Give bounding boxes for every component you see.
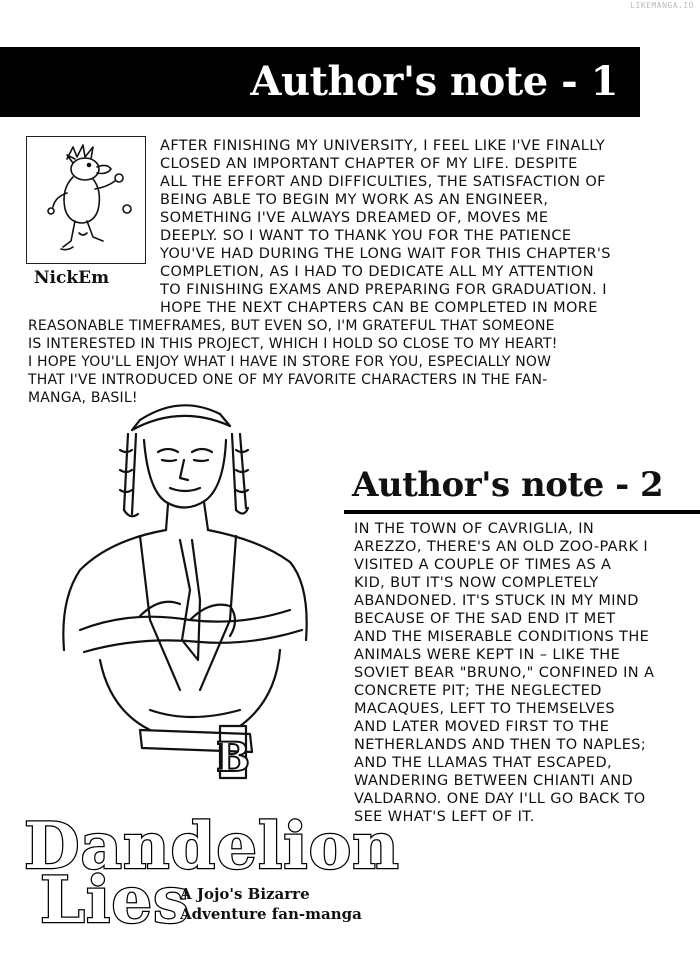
note1-line: REASONABLE TIMEFRAMES, BUT EVEN SO, I'M GRATEFUL THAT SOMEONE xyxy=(28,318,555,334)
note2-line: SOVIET BEAR "BRUNO," CONFINED IN A xyxy=(354,665,655,681)
author-avatar xyxy=(26,136,146,264)
note1-line: BEING ABLE TO BEGIN MY WORK AS AN ENGINEER, xyxy=(160,192,549,208)
note2-line: WANDERING BETWEEN CHIANTI AND xyxy=(354,773,634,789)
basil-character-illustration xyxy=(40,390,340,810)
note1-line: SOMETHING I'VE ALWAYS DREAMED OF, MOVES ME xyxy=(160,210,549,226)
note2-line: BECAUSE OF THE SAD END IT MET xyxy=(354,611,616,627)
note2-line: AREZZO, THERE'S AN OLD ZOO-PARK I xyxy=(354,539,649,555)
pig-mascot-illustration xyxy=(27,137,145,263)
note2-line: AND THE LLAMAS THAT ESCAPED, xyxy=(354,755,613,771)
belt-letter: B xyxy=(216,734,250,781)
note1-line: THAT I'VE INTRODUCED ONE OF MY FAVORITE CHARACTERS IN THE FAN- xyxy=(28,372,548,388)
note1-line: DEEPLY. SO I WANT TO THANK YOU FOR THE PATIENCE xyxy=(160,228,572,244)
note2-line: CONCRETE PIT; THE NEGLECTED xyxy=(354,683,602,699)
note1-line: HOPE THE NEXT CHAPTERS CAN BE COMPLETED IN MORE xyxy=(160,300,598,316)
note1-line: MANGA, BASIL! xyxy=(28,390,138,406)
note2-title-underline xyxy=(344,510,700,514)
note2-line: SEE WHAT'S LEFT OF IT. xyxy=(354,809,535,825)
watermark: LIKEMANGA.IO xyxy=(630,1,694,10)
note1-line: TO FINISHING EXAMS AND PREPARING FOR GRADUATION. I xyxy=(160,282,607,298)
logo-title-line1: Dandelion xyxy=(24,809,400,884)
note1-line: IS INTERESTED IN THIS PROJECT, WHICH I HOLD SO CLOSE TO MY HEART! xyxy=(28,336,558,352)
note2-line: AND LATER MOVED FIRST TO THE xyxy=(354,719,610,735)
note2-line: MACAQUES, LEFT TO THEMSELVES xyxy=(354,701,616,717)
author-name: NickEm xyxy=(34,268,110,288)
note2-line: VALDARNO. ONE DAY I'LL GO BACK TO xyxy=(354,791,646,807)
note1-line: YOU'VE HAD DURING THE LONG WAIT FOR THIS CHAPTER'S xyxy=(160,246,611,262)
logo-title-line2: Lies xyxy=(40,863,191,938)
note2-line: AND THE MISERABLE CONDITIONS THE xyxy=(354,629,650,645)
note1-title: Author's note - 1 xyxy=(250,58,618,105)
logo-subtitle-line1: A Jojo's Bizarre xyxy=(180,885,310,903)
note1-line: I HOPE YOU'LL ENJOY WHAT I HAVE IN STORE FOR YOU, ESPECIALLY NOW xyxy=(28,354,552,370)
note2-line: KID, BUT IT'S NOW COMPLETELY xyxy=(354,575,599,591)
note1-line: CLOSED AN IMPORTANT CHAPTER OF MY LIFE. DESPITE xyxy=(160,156,578,172)
note1-line: COMPLETION, AS I HAD TO DEDICATE ALL MY ATTENTION xyxy=(160,264,594,280)
note2-line: ABANDONED. IT'S STUCK IN MY MIND xyxy=(354,593,639,609)
note1-line: ALL THE EFFORT AND DIFFICULTIES, THE SATISFACTION OF xyxy=(160,174,606,190)
note2-line: NETHERLANDS AND THEN TO NAPLES; xyxy=(354,737,647,753)
note2-line: IN THE TOWN OF CAVRIGLIA, IN xyxy=(354,521,595,537)
note1-line: AFTER FINISHING MY UNIVERSITY, I FEEL LIKE I'VE FINALLY xyxy=(160,138,606,154)
note2-line: VISITED A COUPLE OF TIMES AS A xyxy=(354,557,612,573)
logo-subtitle-line2: Adventure fan-manga xyxy=(180,905,362,923)
note2-line: ANIMALS WERE KEPT IN – LIKE THE xyxy=(354,647,621,663)
note2-title: Author's note - 2 xyxy=(352,465,664,505)
note1-title-banner xyxy=(0,47,640,117)
